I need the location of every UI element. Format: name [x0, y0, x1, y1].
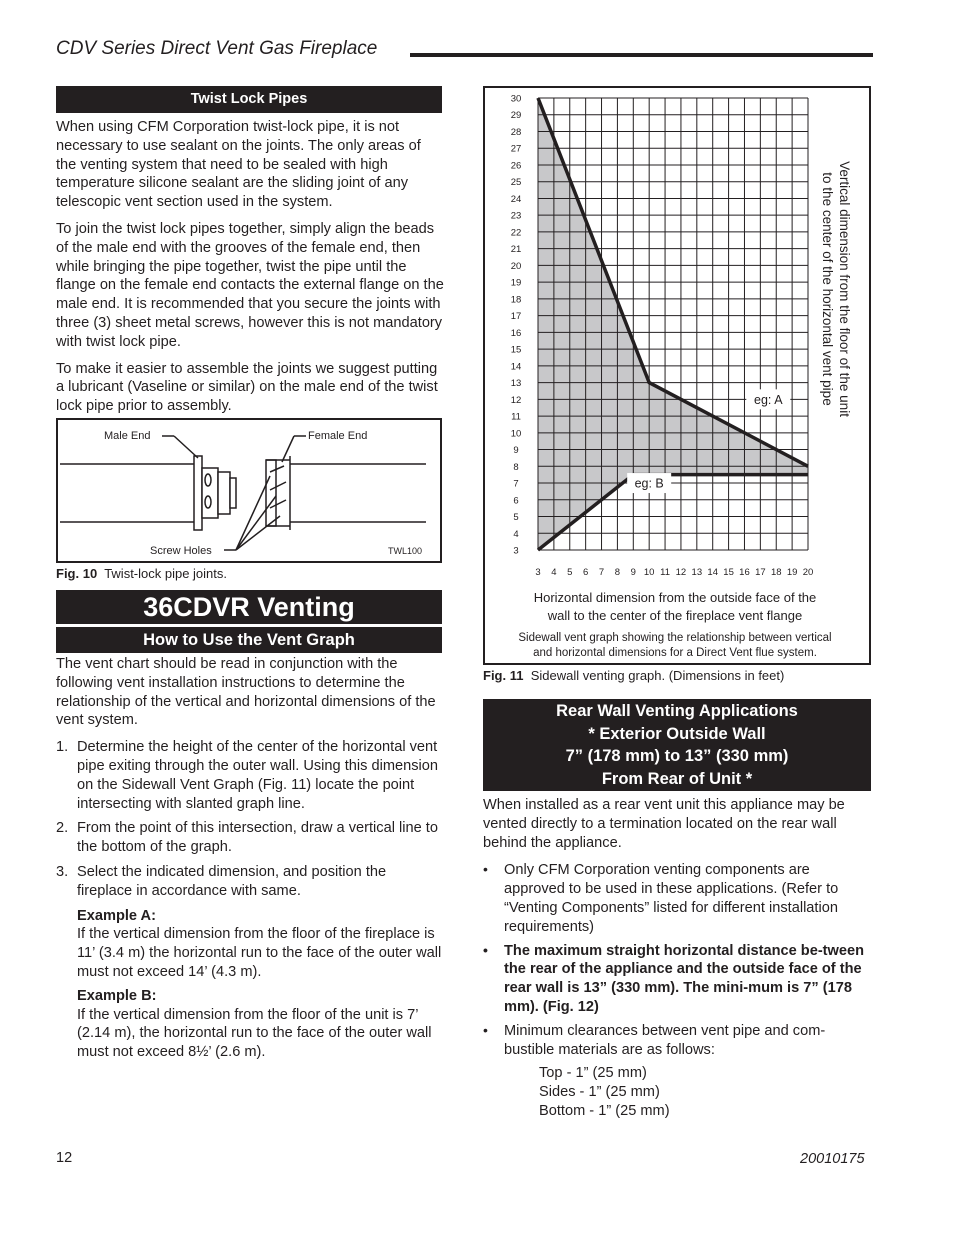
example-b-text: If the vertical dimension from the floor of the unit is 7’ (2.14 m), the horizontal run to the face of the outer wall must not exceed 8½’ (2.6 m).	[77, 1006, 432, 1061]
y-tick-label: 9	[513, 445, 519, 457]
y-tick-label: 4	[513, 528, 519, 540]
clearance-item: Sides - 1” (25 mm)	[539, 1084, 660, 1101]
rear-wall-heading-line: Rear Wall Venting Applications	[556, 702, 798, 720]
y-tick-label: 5	[513, 512, 519, 524]
clearance-list	[483, 1064, 873, 1120]
twist-lock-paragraph: To make it easier to assemble the joints we suggest putting a lubricant (Vaseline or similar) on the male end of the twist lock pipe prior to assembly.	[56, 360, 438, 415]
y-tick-label: 12	[510, 394, 522, 406]
y-tick-label: 7	[513, 478, 519, 490]
annotation-label: eg: A	[754, 392, 783, 407]
y-tick-label: 16	[510, 327, 522, 339]
chart-shaded-region	[538, 98, 808, 550]
rear-wall-heading-line: * Exterior Outside Wall	[588, 724, 766, 743]
step-item: 2. From the point of this intersection, draw a vertical line to the bottom of the graph.	[56, 820, 438, 856]
x-tick-label: 17	[755, 567, 766, 578]
x-tick-label: 5	[567, 567, 573, 578]
twist-lock-text	[56, 118, 444, 424]
x-tick-label: 11	[660, 567, 670, 578]
vent-graph	[485, 88, 869, 663]
y-tick-label: 15	[510, 344, 522, 356]
x-tick-label: 12	[675, 567, 687, 578]
twist-lock-pipe-illustration	[58, 420, 440, 561]
y-tick-label: 22	[510, 227, 522, 239]
clearance-item: Bottom - 1” (25 mm)	[539, 1102, 670, 1119]
rear-wall-heading	[483, 699, 871, 791]
twist-lock-paragraph: When using CFM Corporation twist-lock pipe, it is not necessary to use sealant on the joints. The only areas of the venting system that need to be sealed with high temperature silicone sealant are the sliding joint of any telescopic vent section used in the system.	[56, 119, 421, 211]
x-tick-label: 3	[535, 567, 541, 578]
y-tick-label: 19	[510, 277, 522, 289]
female-end-label: Female End	[308, 430, 368, 442]
x-tick-label: 15	[723, 567, 734, 578]
vent-graph-figure	[483, 86, 871, 665]
x-tick-label: 16	[739, 567, 750, 578]
y-tick-label: 10	[510, 428, 522, 440]
rear-wall-bullets	[483, 861, 873, 1059]
venting-instructions	[56, 655, 444, 1062]
page-number: 12	[56, 1150, 73, 1166]
y-tick-label: 13	[510, 378, 522, 390]
screw-holes-label: Screw Holes	[150, 545, 212, 557]
y-tick-label: 30	[510, 93, 522, 105]
chart-xlabel: wall to the center of the fireplace vent flange	[547, 608, 803, 623]
x-tick-label: 7	[598, 567, 605, 578]
example-a-heading: Example A:	[77, 907, 156, 924]
chart-ylabel-line: Vertical dimension from the floor of the unit	[837, 161, 852, 417]
fig10-label: Fig. 10	[56, 566, 98, 581]
x-tick-label: 4	[551, 567, 557, 578]
twist-lock-paragraph: To join the twist lock pipes together, simply align the beads of the male end with the grooves of the female end, then while bringing the pipe together, twist the pipe until the flange on the female end contacts the external flange on the male end. It is recommended that you secure the joints with three (3) sheet metal screws, however this is not mandatory with twist lock pipe.	[56, 220, 444, 350]
rear-wall-text	[483, 796, 873, 1121]
male-end-label: Male End	[104, 430, 151, 442]
y-tick-label: 6	[513, 495, 519, 507]
x-tick-label: 19	[786, 567, 798, 578]
twist-lock-figure	[56, 418, 442, 563]
chart-caption: Sidewall vent graph showing the relationship between vertical	[518, 632, 832, 644]
x-tick-label: 14	[707, 567, 718, 578]
venting-steps	[56, 738, 444, 900]
step-item: 3. Select the indicated dimension, and position the fireplace in accordance with same.	[56, 863, 387, 899]
y-tick-label: 23	[510, 210, 522, 222]
header-title: CDV Series Direct Vent Gas Fireplace	[56, 38, 378, 59]
y-tick-label: 21	[510, 244, 522, 256]
chart-xlabel: Horizontal dimension from the outside face of the	[533, 590, 817, 605]
fig10-caption	[56, 566, 227, 581]
doc-number: 20010175	[800, 1151, 865, 1167]
twist-lock-heading: Twist Lock Pipes	[56, 86, 442, 113]
header-rule	[410, 53, 873, 57]
bullet-item: • Only CFM Corporation venting components are approved to be used in these applications. (Refer to “Venting Components” listed for different installation requirements)	[483, 861, 873, 936]
fig11-caption	[483, 668, 784, 683]
x-tick-label: 18	[770, 567, 782, 578]
y-tick-label: 24	[510, 193, 522, 205]
y-tick-label: 25	[510, 177, 522, 189]
step-item: 1. Determine the height of the center of the horizontal vent pipe exiting through the outer wall. Using this dimension on the Sidewall Vent Graph (Fig. 11) locate the point intersecting with slanted graph line.	[56, 739, 438, 812]
y-tick-label: 18	[510, 294, 522, 306]
fig10-text: Twist-lock pipe joints.	[104, 566, 228, 581]
y-tick-label: 27	[510, 143, 522, 155]
example-a-text: If the vertical dimension from the floor of the fireplace is 11’ (3.4 m) the horizontal run to the face of the outer wall must not exceed 14’ (4.3 m).	[77, 926, 442, 980]
rear-wall-intro: When installed as a rear vent unit this appliance may be vented directly to a termination located on the rear wall behind the appliance.	[483, 797, 845, 851]
y-tick-label: 3	[513, 545, 519, 557]
y-tick-label: 29	[510, 110, 522, 122]
x-tick-label: 8	[614, 567, 621, 578]
x-tick-label: 20	[802, 567, 814, 578]
y-tick-label: 26	[510, 160, 522, 172]
annotation-label: eg: B	[634, 476, 664, 491]
y-tick-label: 14	[510, 361, 522, 373]
venting-intro: The vent chart should be read in conjunction with the following vent installation instructions to determine the relationship of the vertical and horizontal dimensions of the vent system.	[56, 656, 436, 729]
chart-ylabel	[820, 161, 852, 417]
example-b-heading: Example B:	[77, 987, 157, 1004]
venting-subheading: How to Use the Vent Graph	[56, 627, 442, 653]
y-tick-label: 11	[511, 411, 521, 423]
examples	[56, 907, 444, 1062]
bullet-item: • Minimum clearances between vent pipe and com-bustible materials are as follows:	[483, 1022, 873, 1060]
rear-wall-heading-line: From Rear of Unit *	[601, 769, 753, 788]
venting-title: 36CDVR Venting	[56, 590, 442, 624]
x-tick-label: 10	[643, 567, 655, 578]
chart-caption: and horizontal dimensions for a Direct Vent flue system.	[533, 647, 817, 659]
bullet-item: • The maximum straight horizontal distance be-tween the rear of the appliance and the outside face of the rear wall is 13” (330 mm). The mini-mum is 7” (178 mm). (Fig. 12)	[483, 942, 873, 1017]
chart-ylabel-line: to the center of the horizontal vent pipe	[820, 172, 835, 406]
x-tick-label: 13	[691, 567, 703, 578]
clearance-item: Top - 1” (25 mm)	[539, 1065, 647, 1082]
y-tick-label: 17	[510, 311, 522, 323]
x-tick-label: 9	[630, 567, 636, 578]
rear-wall-heading-line: 7” (178 mm) to 13” (330 mm)	[565, 747, 789, 765]
x-tick-label: 6	[582, 567, 589, 578]
y-tick-label: 8	[513, 461, 519, 473]
y-tick-label: 20	[510, 260, 522, 272]
fig11-label: Fig. 11	[483, 668, 524, 683]
fig11-text: Sidewall venting graph. (Dimensions in feet)	[530, 668, 785, 683]
y-tick-label: 28	[510, 126, 522, 138]
figure-code: TWL100	[388, 546, 423, 556]
